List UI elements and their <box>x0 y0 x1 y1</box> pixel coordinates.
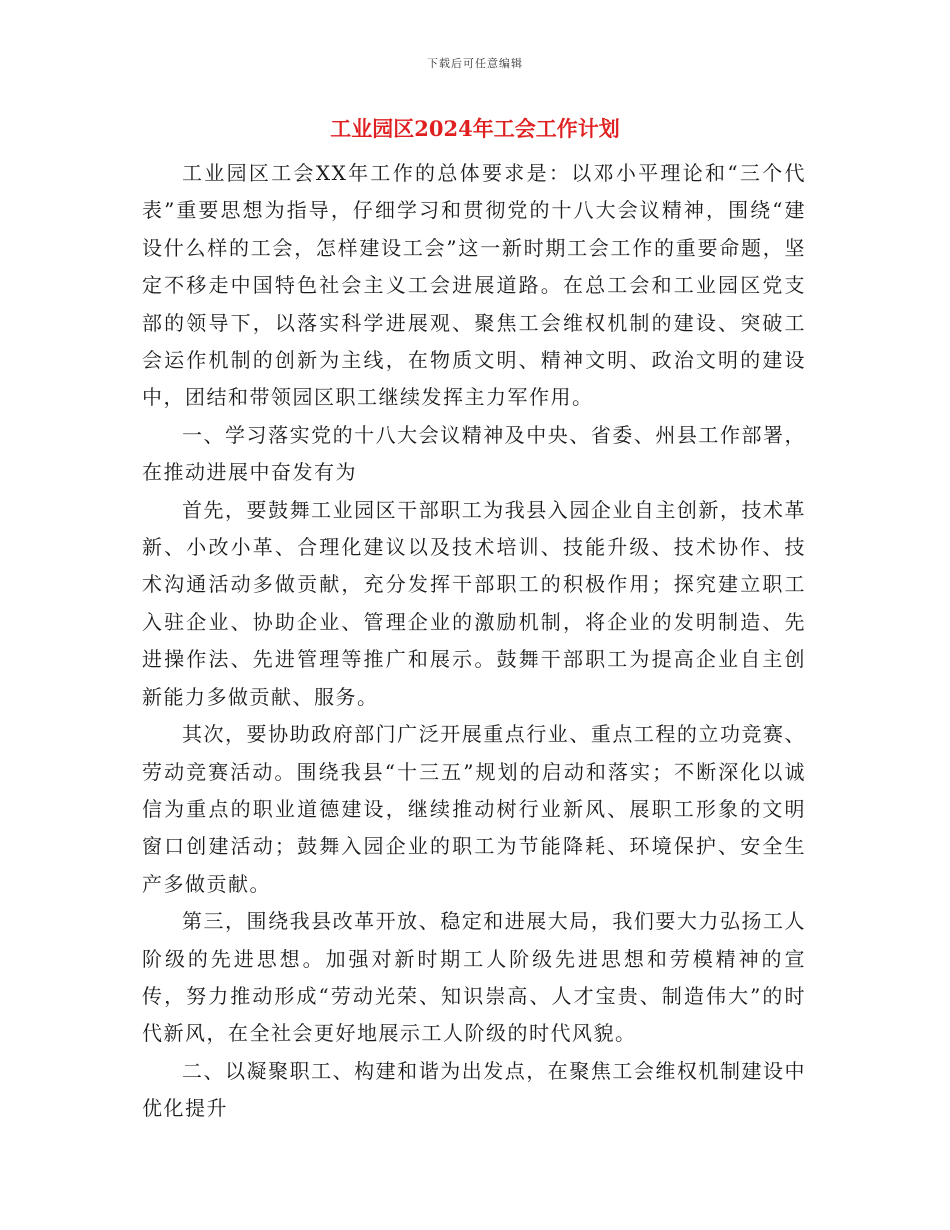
paragraph-third: 第三，围绕我县改革开放、稳定和进展大局，我们要大力弘扬工人阶级的先进思想。加强对新时期工人阶级先进思想和劳模精神的宣传，努力推动形成“劳动光荣、知识崇高、人才宝贵、制造伟大”的时代新风，在全社会更好地展示工人阶级的时代风貌。 <box>142 909 806 1046</box>
section-heading-2: 二、以凝聚职工、构建和谐为出发点，在聚焦工会维权机制建设中优化提升 <box>142 1058 806 1121</box>
document-title: 工业园区2024年工会工作计划 <box>330 116 620 141</box>
header-note: 下载后可任意编辑 <box>427 57 523 70</box>
section-heading-1: 一、学习落实党的十八大会议精神及中央、省委、州县工作部署，在推动进展中奋发有为 <box>142 422 806 485</box>
paragraph-intro: 工业园区工会XX年工作的总体要求是：以邓小平理论和“三个代表”重要思想为指导，仔细学习和贯彻党的十八大会议精神，围绕“建设什么样的工会，怎样建设工会”这一新时期工会工作的重要命题，坚定不移走中国特色社会主义工会进展道路。在总工会和工业园区党支部的领导下，以落实科学进展观、聚焦工会维权机制的建设、突破工会运作机制的创新为主线，在物质文明、精神文明、政治文明的建设中，团结和带领园区职工继续发挥主力军作用。 <box>142 161 806 410</box>
paragraph-first: 首先，要鼓舞工业园区干部职工为我县入园企业自主创新，技术革新、小改小革、合理化建议以及技术培训、技能升级、技术协作、技术沟通活动多做贡献，充分发挥干部职工的积极作用；探究建立职工入驻企业、协助企业、管理企业的激励机制，将企业的发明制造、先进操作法、先进管理等推广和展示。鼓舞干部职工为提高企业自主创新能力多做贡献、服务。 <box>142 497 806 709</box>
document-body <box>142 155 806 1128</box>
paragraph-second: 其次，要协助政府部门广泛开展重点行业、重点工程的立功竞赛、劳动竞赛活动。围绕我县“十三五”规划的启动和落实；不断深化以诚信为重点的职业道德建设，继续推动树行业新风、展职工形象的文明窗口创建活动；鼓舞入园企业的职工为节能降耗、环境保护、安全生产多做贡献。 <box>142 722 806 896</box>
